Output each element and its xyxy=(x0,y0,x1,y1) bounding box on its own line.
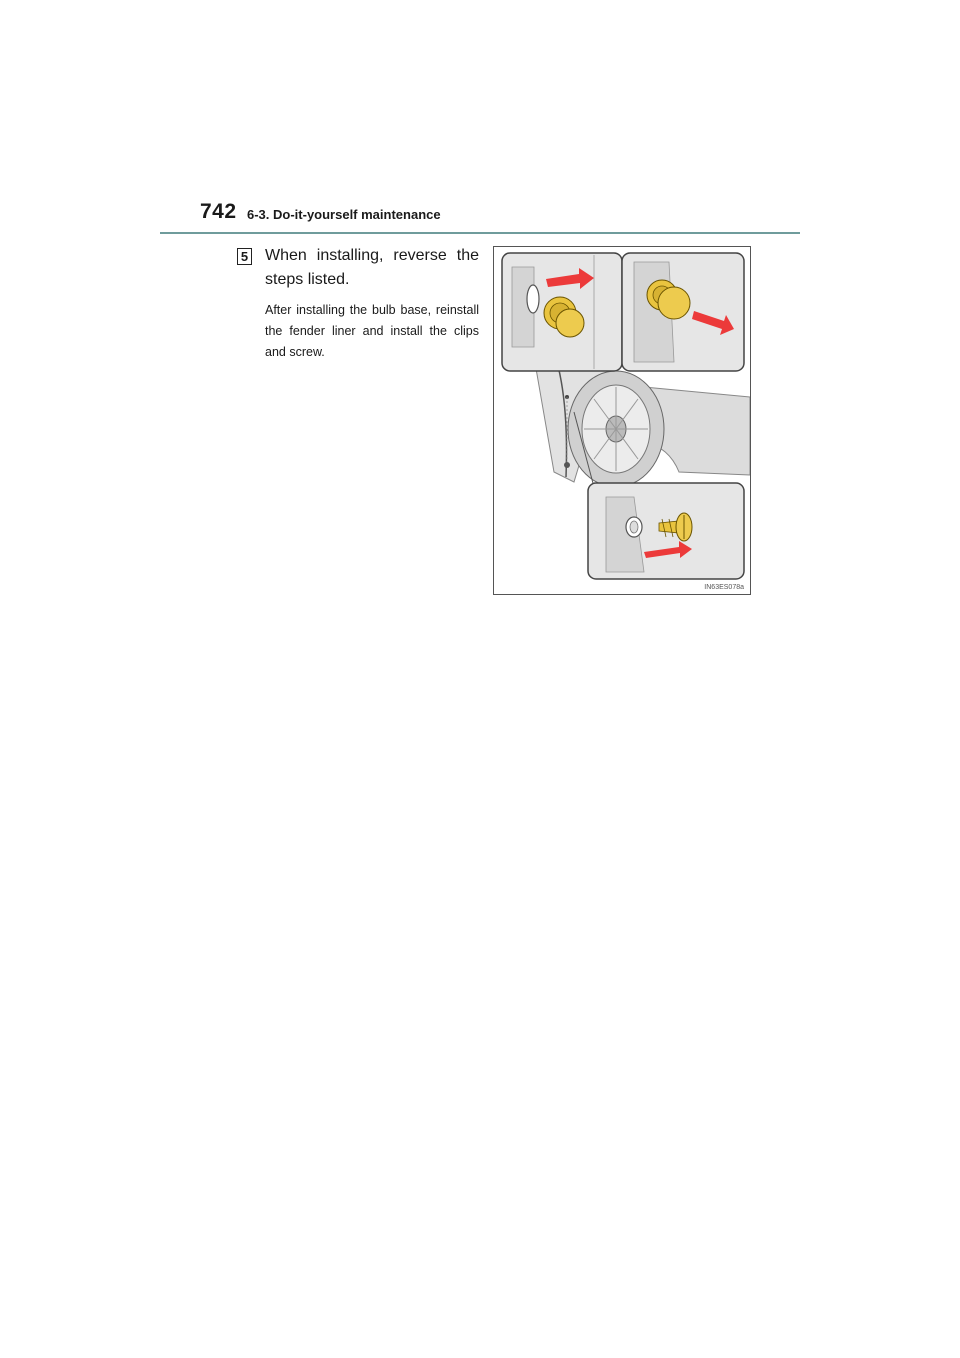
clip-installation-illustration xyxy=(494,247,750,594)
inset-clip-right xyxy=(622,253,744,371)
page-number: 742 xyxy=(200,200,237,223)
wheel-illustration xyxy=(568,371,664,487)
header-divider xyxy=(160,232,800,234)
step-instruction: When installing, reverse the steps listed. xyxy=(265,247,479,288)
step-note: After installing the bulb base, reinstall the fender liner and install the clips and screw. xyxy=(265,303,479,359)
step-number-badge: 5 xyxy=(237,248,252,265)
screw-icon xyxy=(564,462,570,468)
inset-clip-left xyxy=(502,253,622,371)
section-title: 6-3. Do-it-yourself maintenance xyxy=(247,207,441,222)
clip-installation-figure xyxy=(493,246,751,595)
figure-code: IN63ES078a xyxy=(704,584,744,591)
inset-screw xyxy=(588,483,744,579)
